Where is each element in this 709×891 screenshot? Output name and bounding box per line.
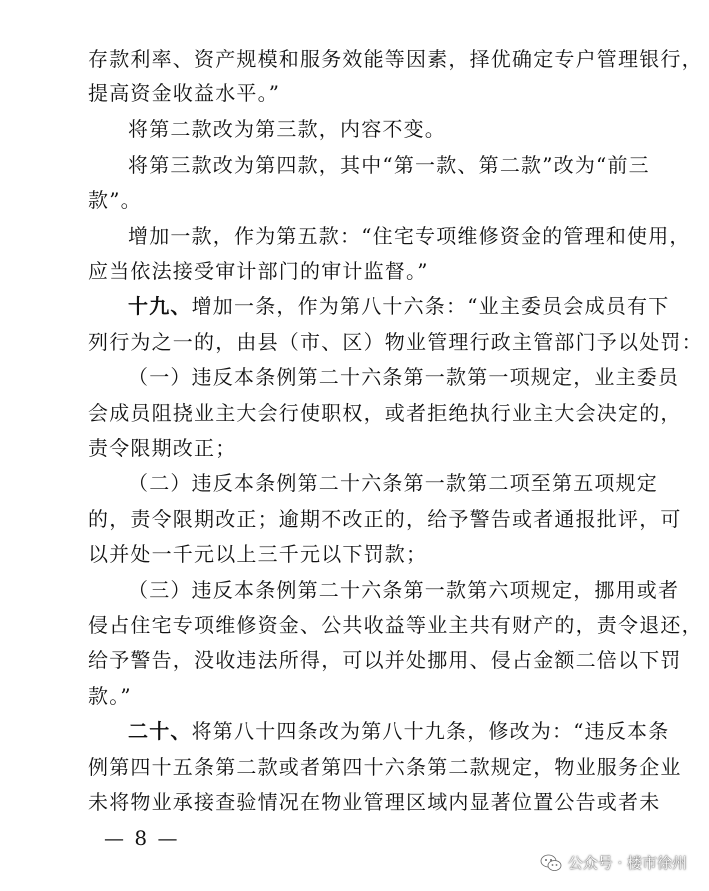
text-line: 例第四十五条第二款或者第四十六条第二款规定，物业服务企业 bbox=[88, 755, 682, 779]
text-line: （二）违反本条例第二十六条第一款第二项至第五项规定 bbox=[128, 471, 658, 495]
section-twenty-line bbox=[128, 719, 669, 743]
text-line: 应当依法接受审计部门的审计监督。” bbox=[88, 259, 429, 283]
text-line: 将第二款改为第三款，内容不变。 bbox=[128, 117, 446, 141]
text-segment: 增加一条，作为第八十六条：“业主委员会成员有下 bbox=[191, 294, 670, 318]
section-heading: 二十、 bbox=[128, 719, 192, 743]
watermark bbox=[540, 852, 687, 873]
page-number: — 8 — bbox=[104, 826, 180, 850]
watermark-text: 公众号 · 楼市徐州 bbox=[567, 854, 687, 872]
text-line: 的，责令限期改正；逾期不改正的，给予警告或者通报批评，可 bbox=[88, 507, 682, 531]
text-line: 给予警告，没收违法所得，可以并处挪用、侵占金额二倍以下罚 bbox=[88, 648, 682, 672]
text-line: 款”。 bbox=[88, 188, 142, 212]
text-line: 提高资金收益水平。” bbox=[88, 81, 281, 105]
text-line: 存款利率、资产规模和服务效能等因素，择优确定专户管理银行， bbox=[88, 47, 703, 71]
text-line: 以并处一千元以上三千元以下罚款； bbox=[88, 542, 428, 566]
text-line: （一）违反本条例第二十六条第一款第一项规定，业主委员 bbox=[128, 365, 680, 389]
text-line: 未将物业承接查验情况在物业管理区域内显著位置公告或者未 bbox=[88, 790, 661, 814]
text-line: 列行为之一的，由县（市、区）物业管理行政主管部门予以处罚： bbox=[88, 330, 703, 354]
text-line: 增加一款，作为第五款：“住宅专项维修资金的管理和使用， bbox=[128, 224, 691, 248]
text-line: 责令限期改正； bbox=[88, 436, 237, 460]
text-line: 款。” bbox=[88, 684, 132, 708]
text-segment: 将第八十四条改为第八十九条，修改为：“违反本条 bbox=[191, 719, 670, 743]
text-line: 将第三款改为第四款，其中“第一款、第二款”改为“前三 bbox=[128, 153, 650, 177]
text-line: 会成员阻挠业主大会行使职权，或者拒绝执行业主大会决定的， bbox=[88, 401, 682, 425]
text-line: 侵占住宅专项维修资金、公共收益等业主共有财产的，责令退还， bbox=[88, 613, 703, 637]
section-nineteen-line bbox=[128, 294, 669, 318]
section-heading: 十九、 bbox=[128, 294, 192, 318]
text-line: （三）违反本条例第二十六条第一款第六项规定，挪用或者 bbox=[128, 578, 680, 602]
wechat-icon bbox=[540, 854, 562, 872]
